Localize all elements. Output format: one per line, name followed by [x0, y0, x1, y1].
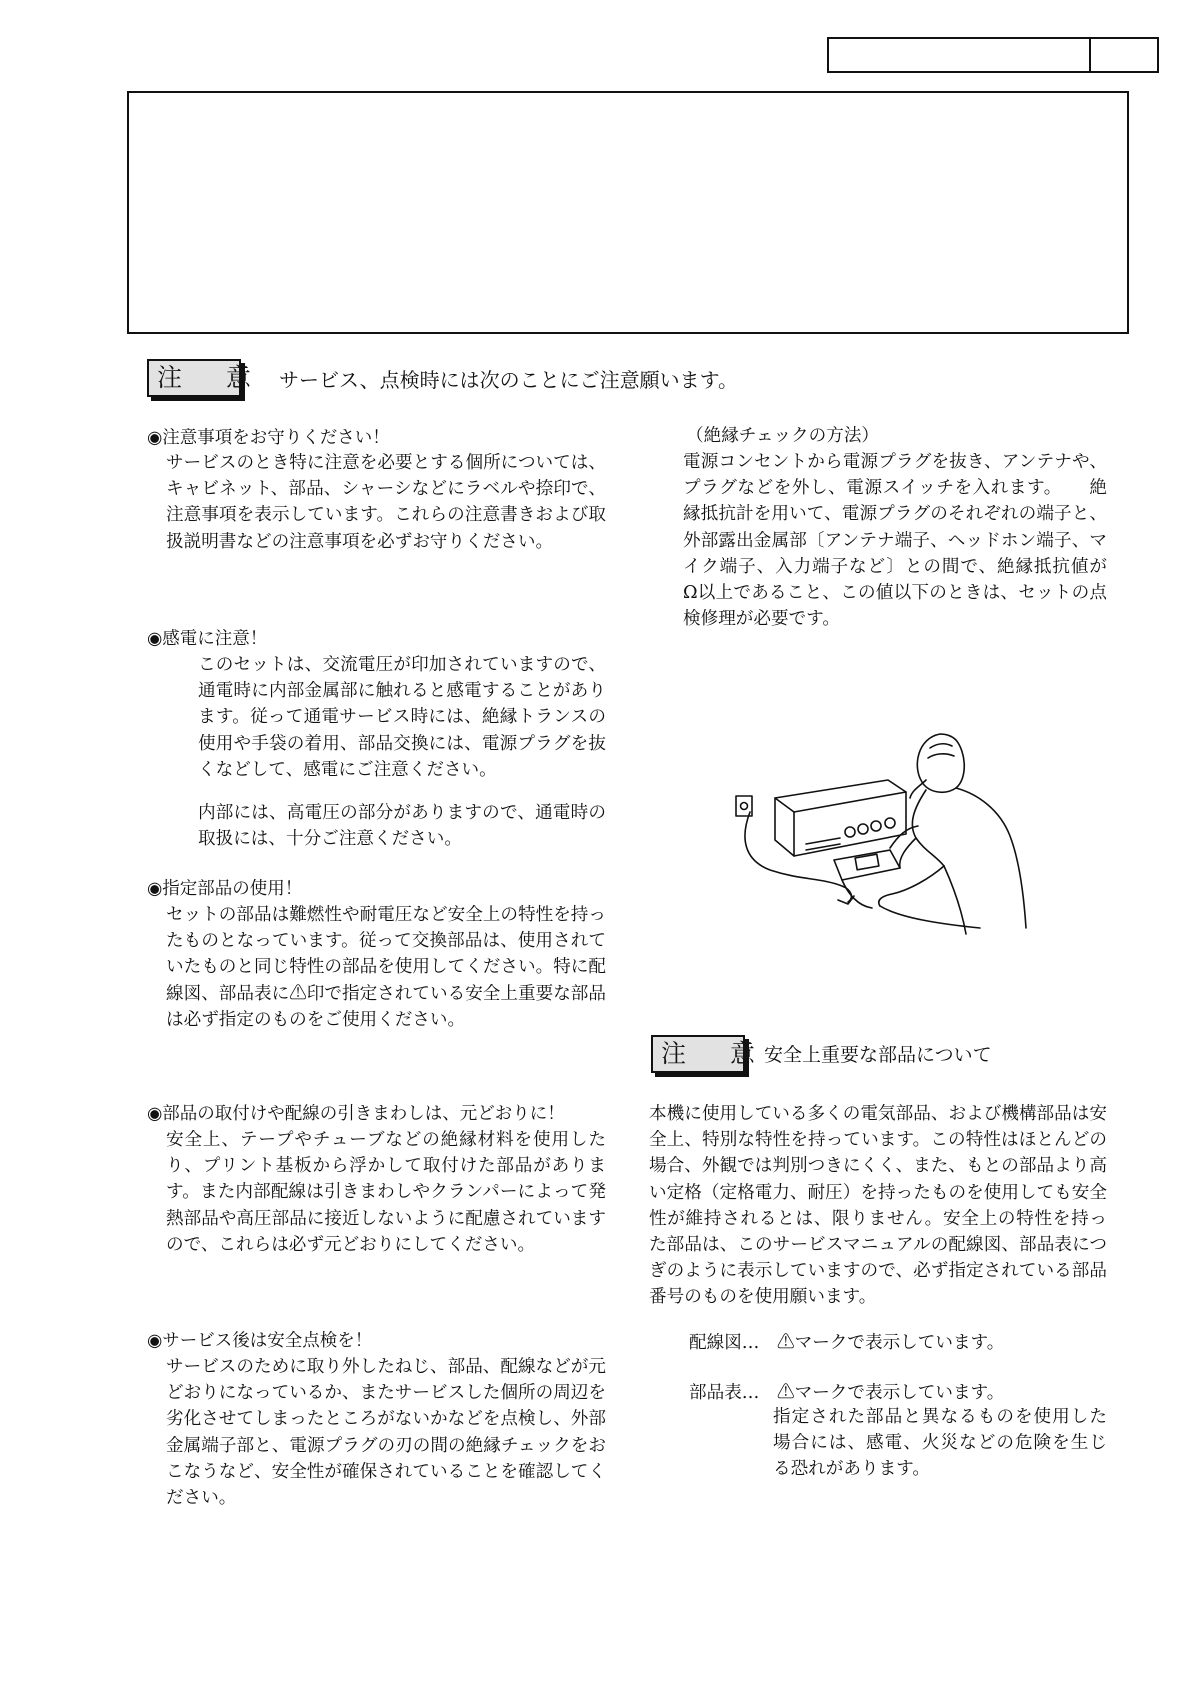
- parts-list-text: ⚠マークで表示しています。: [777, 1383, 1005, 1403]
- id-box-divider: [1089, 39, 1091, 71]
- section-body-follow-notices: サービスのとき特に注意を必要とする個所については、キャビネット、部品、シャーシなどにラベルや捺印で、注意事項を表示しています。これらの注意書きおよび取扱説明書などの注意事項を必ずお守りください。: [166, 453, 606, 552]
- parts-list-label: 部品表…: [689, 1383, 760, 1403]
- section-heading-electric-shock: ◉感電に注意！: [147, 629, 268, 649]
- section-body-reinstall-parts: 安全上、テープやチューブなどの絶縁材料を使用したり、プリント基板から浮かして取付けた部品があります。また内部配線は引きまわしやクランパーによって発熱部品や高圧部品に接近しないように配慮されていますので、これらは必ず元どおりにしてください。: [166, 1130, 606, 1255]
- wiring-diagram-text: ⚠マークで表示しています。: [777, 1333, 1005, 1353]
- document-id-box: [827, 37, 1159, 73]
- main-caution-title: サービス、点検時には次のことにご注意願います。: [279, 368, 738, 392]
- section-body-high-voltage: 内部には、高電圧の部分がありますので、通電時の取扱には、十分ご注意ください。: [198, 803, 606, 850]
- section-heading-safety-check: ◉サービス後は安全点検を！: [147, 1331, 373, 1351]
- header-frame: [127, 91, 1129, 334]
- section-body-electric-shock: このセットは、交流電圧が印加されていますので、通電時に内部金属部に触れると感電することがあります。従って通電サービス時には、絶縁トランスの使用や手袋の着用、部品交換には、電源プラグを抜くなどして、感電にご注意ください。: [198, 655, 606, 780]
- section-body-safety-check: サービスのために取り外したねじ、部品、配線などが元どおりになっているか、またサービスした個所の周辺を劣化させてしまったところがないかなどを点検し、外部金属端子部と、電源プラグの刃の間の絶縁チェックをおこなうなど、安全性が確保されていることを確認してください。: [166, 1357, 606, 1509]
- section-heading-follow-notices: ◉注意事項をお守りください！: [147, 428, 390, 448]
- section-heading-reinstall-parts: ◉部品の取付けや配線の引きまわしは、元どおりに！: [147, 1104, 565, 1124]
- parts-list-note: 指定された部品と異なるものを使用した場合には、感電、火災などの危険を生じる恐れがあります。: [773, 1407, 1107, 1480]
- caution-badge-safety: 注 意: [651, 1035, 745, 1073]
- insulation-test-illustration: [730, 728, 1030, 938]
- safety-caution-body: 本機に使用している多くの電気部品、および機構部品は安全上、特別な特性を持っています。この特性はほとんどの場合、外観では判別つきにくく、また、もとの部品より高い定格（定格電力、耐圧）を持ったものを使用しても安全性が維持されるとは、限りません。安全上の特性を持った部品は、このサービスマニュアルの配線図、部品表につぎのように表示していますので、必ず指定されている部品番号のものを使用願います。: [649, 1104, 1107, 1308]
- wiring-diagram-label: 配線図…: [689, 1333, 760, 1353]
- caution-badge-main: 注 意: [147, 359, 241, 397]
- section-heading-specified-parts: ◉指定部品の使用！: [147, 879, 303, 899]
- insulation-check-title: （絶縁チェックの方法）: [686, 426, 880, 446]
- safety-caution-title: 安全上重要な部品について: [764, 1044, 992, 1066]
- insulation-check-body: 電源コンセントから電源プラグを抜き、アンテナや、プラグなどを外し、電源スイッチを入れます。 絶縁抵抗計を用いて、電源プラグのそれぞれの端子と、外部露出金属部〔アンテナ端子、ヘッドホン端子、マイク端子、入力端子など〕との間で、絶縁抵抗値が Ω以上であること、この値以下のときは、セットの点検修理が必要です。: [683, 452, 1131, 630]
- section-body-specified-parts: セットの部品は難燃性や耐電圧など安全上の特性を持ったものとなっています。従って交換部品は、使用されていたものと同じ特性の部品を使用してください。特に配線図、部品表に⚠印で指定されている安全上重要な部品は必ず指定のものをご使用ください。: [166, 905, 606, 1030]
